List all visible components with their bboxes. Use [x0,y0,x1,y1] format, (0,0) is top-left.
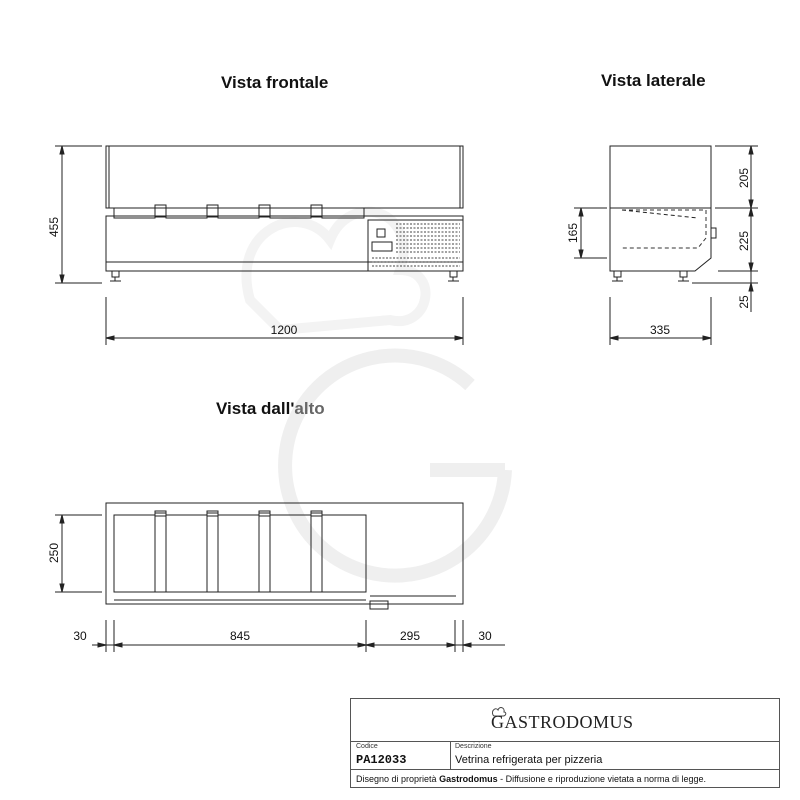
description-value: Vetrina refrigerata per pizzeria [455,754,603,766]
title-block-info-row [351,742,779,770]
front-height-label: 455 [47,216,61,238]
side-feet-label: 25 [737,295,751,309]
description-label: Descrizione [455,743,492,750]
side-body [610,208,711,271]
code-cell [351,742,451,769]
front-display [372,242,392,251]
side-depth-label: 335 [649,323,671,337]
side-foot-right [680,271,687,277]
front-canopy [106,146,463,208]
title-block-header [351,699,779,742]
front-foot-left [112,271,119,277]
front-foot-right [450,271,457,277]
top-view-title-prefix: Vista dall' [216,399,295,418]
top-pan-dividers [155,511,322,592]
side-view [610,146,716,281]
top-depth-dimension [55,515,102,592]
top-right-margin-label: 30 [478,629,492,643]
top-length-dimensions [92,620,505,652]
top-view-title-suffix: alto [294,399,325,418]
code-label: Codice [356,743,378,750]
front-view-title: Vista frontale [221,73,329,92]
front-height-dimension [55,146,102,283]
top-pans-length-label: 845 [229,629,251,643]
ownership-suffix: - Diffusione e riproduzione vietata a norma di legge. [497,774,707,784]
title-block-footer-row [351,770,779,789]
top-body [106,503,463,604]
ownership-brand: Gastrodomus [439,774,498,784]
title-block [350,698,780,788]
top-view [106,503,463,609]
front-body [106,216,463,271]
side-foot-left [614,271,621,277]
top-left-margin-label: 30 [73,629,87,643]
brand-name: GASTRODOMUS [491,712,634,732]
top-unit-length-label: 295 [399,629,421,643]
front-view [106,146,463,281]
code-value: PA12033 [356,753,407,767]
front-width-dimension [106,297,463,345]
front-width-label: 1200 [270,323,298,337]
side-mid-label: 225 [737,230,751,252]
side-canopy [610,146,711,208]
side-inner-label: 165 [566,222,580,244]
side-depth-dimension [610,297,711,345]
side-top-label: 205 [737,167,751,189]
top-pan-area [114,513,366,592]
top-depth-label: 250 [47,542,61,564]
ownership-prefix: Disegno di proprietà [356,774,440,784]
ownership-notice [356,774,706,784]
side-view-title: Vista laterale [601,71,706,90]
